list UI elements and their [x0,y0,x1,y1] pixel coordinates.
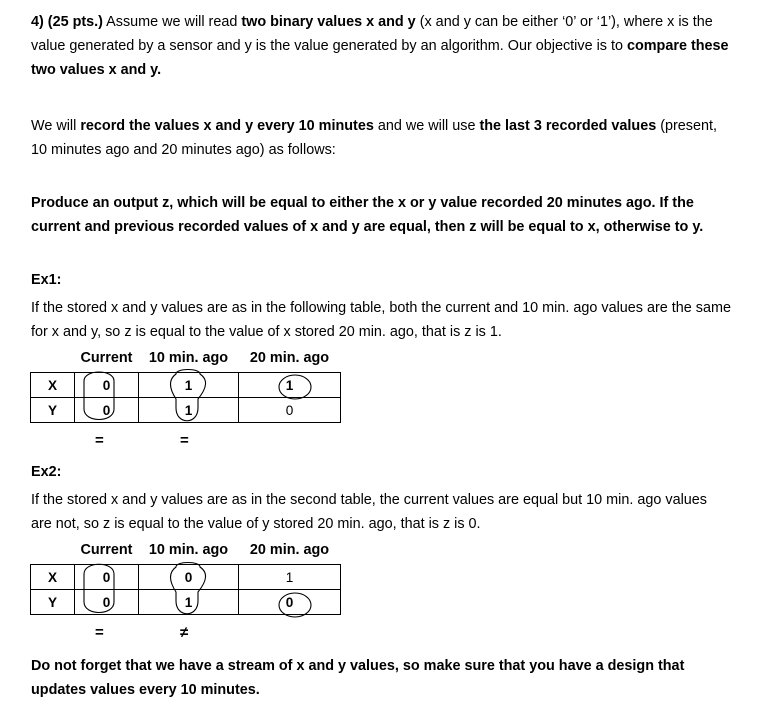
ex1-title: Ex1: [31,272,62,288]
ex1-header-10min: 10 min. ago [148,350,229,366]
output-rule: Produce an output z, which will be equal to either the x or y value recorded 20 minutes ago. If the current and previous recorded values of x and y are equal, then z will be equal to x, otherwise to y. [31,195,704,235]
ex2-y-20min: 0 [239,590,341,615]
ex2-header-20min: 20 min. ago [249,542,330,558]
ex2-title: Ex2: [31,464,62,480]
recording-description: We will record the values x and y every 10 minutes and we will use the last 3 recorded values (present, 10 minutes ago and 20 minutes ago) as follows: [31,118,718,158]
problem-number: 4) (25 pts.) [31,14,103,30]
ex1-x-20min: 1 [239,373,341,398]
ex2-table [30,538,341,615]
ex1-compare-current: = [95,432,104,449]
ex2-text: If the stored x and y values are as in the second table, the current values are equal but 10 min. ago values are not, so z is equal to the value of y stored 20 min. ago, that is z is 0. [31,492,707,532]
ex1-y-10min: 1 [139,398,239,423]
ex1-header-current: Current [80,350,133,366]
problem-intro: 4) (25 pts.) Assume we will read two binary values x and y (x and y can be either ‘0’ or ‘1’), where x is the value generated by a sensor and y is the value generated by an algorithm. Our objective is to compare these two values x and y. [31,14,729,78]
ex1-row-label-x: X [31,373,75,398]
ex2-x-10min: 0 [139,565,239,590]
ex1-y-20min: 0 [239,398,341,423]
ex2-y-10min: 1 [139,590,239,615]
ex1-table [30,346,341,423]
ex1-x-10min: 1 [139,373,239,398]
ex2-row-label-y: Y [31,590,75,615]
ex2-x-20min: 1 [239,565,341,590]
ex2-compare-current: = [95,624,104,641]
ex2-header-current: Current [80,542,133,558]
ex2-y-current: 0 [75,590,139,615]
ex1-compare-10min: = [180,432,189,449]
ex2-x-current: 0 [75,565,139,590]
footer-note: Do not forget that we have a stream of x and y values, so make sure that you have a design that updates values every 10 minutes. [31,658,685,698]
ex2-row-label-x: X [31,565,75,590]
ex1-row-label-y: Y [31,398,75,423]
ex1-text: If the stored x and y values are as in the following table, both the current and 10 min. ago values are the same for x and y, so z is equal to the value of x stored 20 min. ago, that is z is 1. [31,300,731,340]
ex2-header-10min: 10 min. ago [148,542,229,558]
ex2-compare-10min: ≠ [180,624,189,641]
ex1-header-20min: 20 min. ago [249,350,330,366]
ex1-x-current: 0 [75,373,139,398]
ex1-y-current: 0 [75,398,139,423]
